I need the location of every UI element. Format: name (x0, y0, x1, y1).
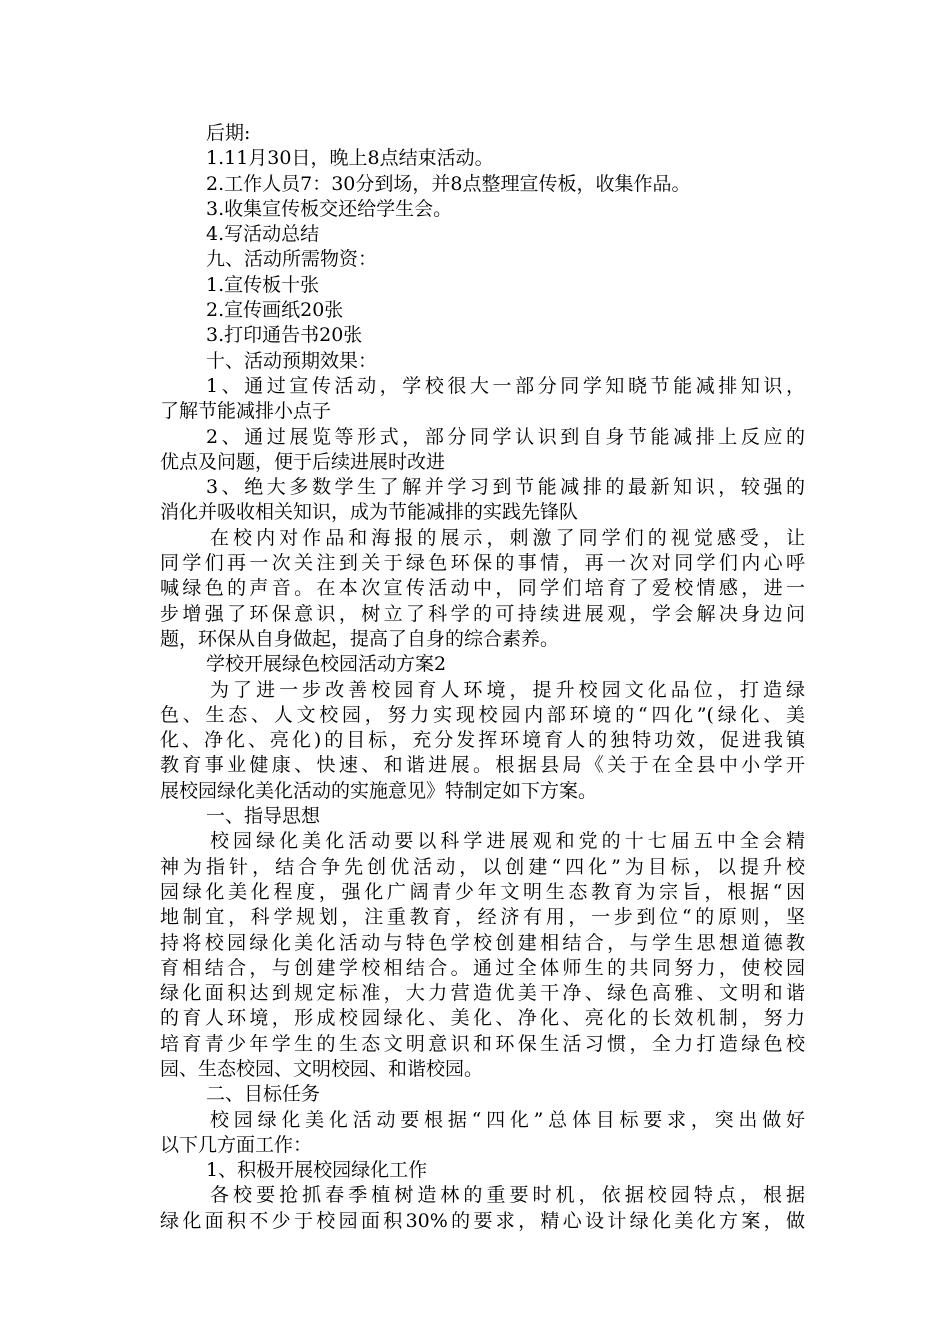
text-line: 一、指导思想 (206, 805, 321, 828)
text-line: 为了进一步改善校园育人环境，提升校园文化品位，打造绿 (210, 678, 805, 701)
text-line: 持将校园绿化美化活动与特色学校创建相结合，与学生思想道德教 (160, 931, 805, 954)
text-line: 的育人环境，形成校园绿化、美化、净化、亮化的长效机制，努力 (160, 1007, 805, 1030)
text-line: 学校开展绿色校园活动方案2 (206, 653, 447, 676)
text-line: 了解节能减排小点子 (160, 400, 332, 423)
text-line: 地制宜，科学规划，注重教育，经济有用，一步到位“的原则，坚 (160, 906, 805, 929)
text-line: 后期: (206, 122, 251, 144)
text-line: 展校园绿化美化活动的实施意见》特制定如下方案。 (160, 779, 598, 802)
text-line: 绿化面积不少于校园面积30%的要求，精心设计绿化美化方案，做 (160, 1209, 805, 1232)
text-line: 1、通过宣传活动，学校很大一部分同学知晓节能减排知识， (206, 374, 805, 397)
text-line: 1.11月30日，晚上8点结束活动。 (206, 147, 494, 170)
text-line: 题，环保从自身做起，提高了自身的综合素养。 (160, 627, 560, 650)
text-line: 消化并吸收相关知识，成为节能减排的实践先锋队 (160, 501, 579, 524)
text-line: 3、绝大多数学生了解并学习到节能减排的最新知识，较强的 (206, 476, 805, 499)
text-line: 优点及问题，便于后续进展时改进 (160, 450, 446, 473)
text-line: 二、目标任务 (206, 1083, 321, 1106)
text-line: 校园绿化美化活动要根据“四化”总体目标要求，突出做好 (210, 1108, 805, 1131)
text-line: 2、通过展览等形式，部分同学认识到自身节能减排上反应的 (206, 425, 805, 448)
text-line: 1、积极开展校园绿化工作 (206, 1159, 428, 1182)
text-line: 教育事业健康、快速、和谐进展。根据县局《关于在全县中小学开 (160, 754, 805, 777)
text-line: 各校要抢抓春季植树造林的重要时机，依据校园特点，根据 (210, 1184, 805, 1207)
text-line: 2.工作人员7：30分到场，并8点整理宣传板，收集作品。 (206, 172, 691, 195)
text-line: 喊绿色的声音。在本次宣传活动中，同学们培育了爱校情感，进一 (160, 577, 805, 600)
text-line: 步增强了环保意识，树立了科学的可持续进展观，学会解决身边问 (160, 602, 805, 625)
text-line: 培育青少年学生的生态文明意识和环保生活习惯，全力打造绿色校 (160, 1032, 805, 1055)
text-line: 育相结合，与创建学校相结合。通过全体师生的共同努力，使校园 (160, 956, 805, 979)
text-line: 绿化面积达到规定标准，大力营造优美干净、绿色高雅、文明和谐 (160, 982, 805, 1005)
text-line: 园绿化美化程度，强化广阔青少年文明生态教育为宗旨，根据“因 (160, 880, 805, 903)
text-line: 校园绿化美化活动要以科学进展观和党的十七届五中全会精 (210, 830, 805, 853)
text-line: 3.收集宣传板交还给学生会。 (206, 197, 453, 220)
text-line: 同学们再一次关注到关于绿色环保的事情，再一次对同学们内心呼 (160, 552, 805, 575)
text-line: 化、净化、亮化)的目标，充分发挥环境育人的独特功效，促进我镇 (160, 729, 805, 752)
text-line: 2.宣传画纸20张 (206, 299, 344, 322)
text-line: 神为指针，结合争先创优活动，以创建“四化”为目标，以提升校 (160, 855, 805, 878)
text-line: 十、活动预期效果： (206, 349, 378, 372)
text-line: 在校内对作品和海报的展示，刺激了同学们的视觉感受，让 (210, 526, 805, 549)
text-line: 4.写活动总结 (206, 223, 320, 246)
text-line: 以下几方面工作： (160, 1133, 313, 1156)
text-line: 九、活动所需物资： (206, 248, 378, 271)
text-line: 1.宣传板十张 (206, 273, 320, 296)
text-line: 园、生态校园、文明校园、和谐校园。 (160, 1057, 484, 1080)
document-body (160, 121, 805, 1234)
text-line: 3.打印通告书20张 (206, 324, 363, 347)
text-line: 色、生态、人文校园，努力实现校园内部环境的“四化”(绿化、美 (160, 703, 805, 726)
